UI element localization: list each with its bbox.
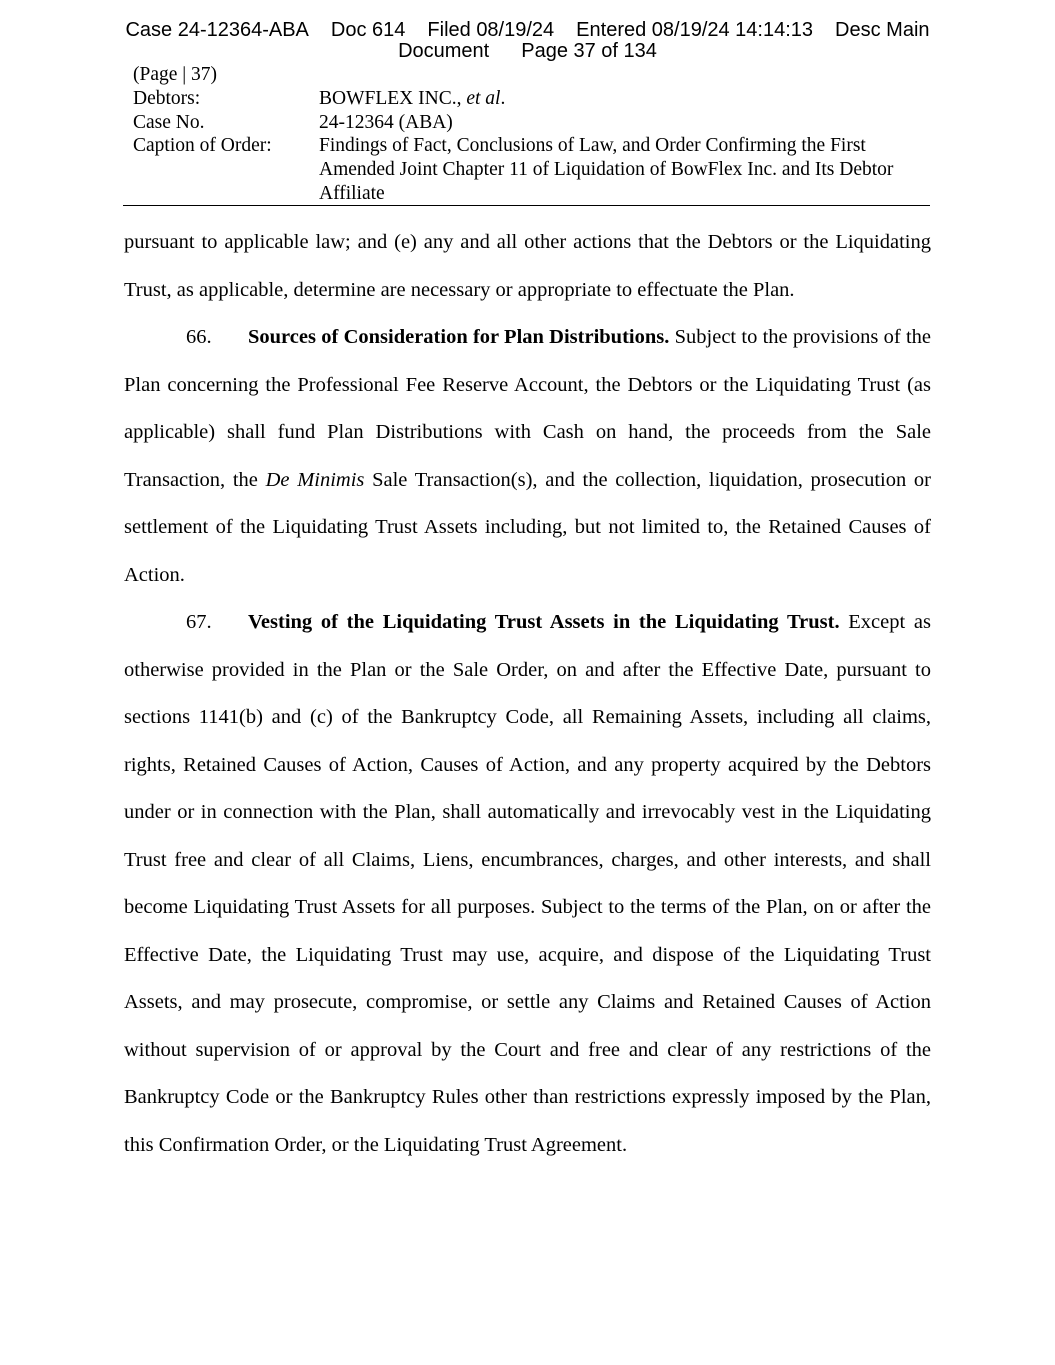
- stamp-desc: Desc Main: [835, 19, 930, 41]
- paragraph-66-heading: Sources of Consideration for Plan Distributions.: [248, 326, 670, 348]
- caption-case-value: 24-12364 (ABA): [319, 111, 453, 133]
- paragraph-67: [124, 599, 931, 1169]
- paragraph-66-italic: De Minimis: [265, 468, 365, 491]
- paragraph-66: [124, 314, 931, 599]
- continuation-paragraph: pursuant to applicable law; and (e) any and all other actions that the Debtors or the Liquidating Trust, as applicable, determine are necessary or appropriate to effectuate the Plan.: [124, 231, 931, 301]
- paragraph-66-text-a: Subject to the provisions of the Plan concerning the Professional Fee Reserve Account, the Debtors or the Liquidating Trust (as applicable) shall fund Plan Distributions with Cash on hand, the proceeds from the Sale Transaction, the: [124, 326, 931, 491]
- stamp-filed: Filed 08/19/24: [427, 19, 555, 41]
- caption-page-ref: (Page | 37): [133, 64, 218, 85]
- stamp-document: Document: [398, 40, 490, 62]
- document-body: [124, 219, 931, 1169]
- stamp-line-1: [0, 20, 1055, 41]
- stamp-page: Page 37 of 134: [521, 40, 657, 62]
- paragraph-67-heading: Vesting of the Liquidating Trust Assets in the Liquidating Trust.: [248, 611, 840, 633]
- stamp-line-2: [0, 41, 1055, 62]
- caption-debtors-label: Debtors:: [133, 87, 201, 109]
- paragraph-67-text: Except as otherwise provided in the Plan or the Sale Order, on and after the Effective Date, pursuant to sections 1141(b) and (c) of the Bankruptcy Code, all Remaining Assets, including all claims, rights, Retained Causes of Action, Causes of Action, and any property acquired by the Debtors under or in connection with the Plan, shall automatically and irrevocably vest in the Liquidating Trust free and clear of all Claims, Liens, encumbrances, charges, and other interests, and shall become Liquidating Trust Assets for all purposes. Subject to the terms of the Plan, on or after the Effective Date, the Liquidating Trust may use, acquire, and dispose of the Liquidating Trust Assets, and may prosecute, compromise, or settle any Claims and Retained Causes of Action without supervision of or approval by the Court and free and clear of any restrictions of the Bankruptcy Code or the Bankruptcy Rules other than restrictions expressly imposed by the Plan, this Confirmation Order, or the Liquidating Trust Agreement.: [124, 611, 931, 1156]
- caption-divider: [123, 205, 930, 206]
- case-caption: [133, 63, 933, 206]
- caption-debtors-row: [133, 87, 933, 111]
- caption-order-label: Caption of Order:: [133, 135, 272, 157]
- order-title-line-3: Affiliate: [319, 182, 385, 204]
- stamp-case: Case 24-12364-ABA: [125, 19, 309, 41]
- paragraph-67-number: 67.: [186, 611, 212, 633]
- debtors-name: BOWFLEX INC.,: [319, 87, 462, 109]
- order-title-line-2: Amended Joint Chapter 11 of Liquidation of BowFlex Inc. and Its Debtor: [319, 159, 894, 181]
- paragraph-66-number: 66.: [186, 326, 212, 348]
- caption-debtors-value: [319, 87, 933, 111]
- caption-order-row: [133, 134, 933, 205]
- caption-order-value: [319, 134, 933, 205]
- court-filing-stamp: [0, 20, 1055, 62]
- stamp-doc: Doc 614: [330, 19, 406, 41]
- paragraph-66-text-b: Sale Transaction(s), and the collection, liquidation, prosecution or settlement of the Liquidating Trust Assets including, but not limited to, the Retained Causes of Action.: [124, 468, 931, 586]
- caption-case-row: [133, 111, 933, 135]
- order-title-line-1: Findings of Fact, Conclusions of Law, and Order Confirming the First: [319, 135, 866, 157]
- debtors-period: .: [500, 87, 506, 109]
- debtors-et-al: et al: [466, 87, 501, 109]
- caption-case-label: Case No.: [133, 111, 205, 133]
- stamp-entered: Entered 08/19/24 14:14:13: [576, 19, 814, 41]
